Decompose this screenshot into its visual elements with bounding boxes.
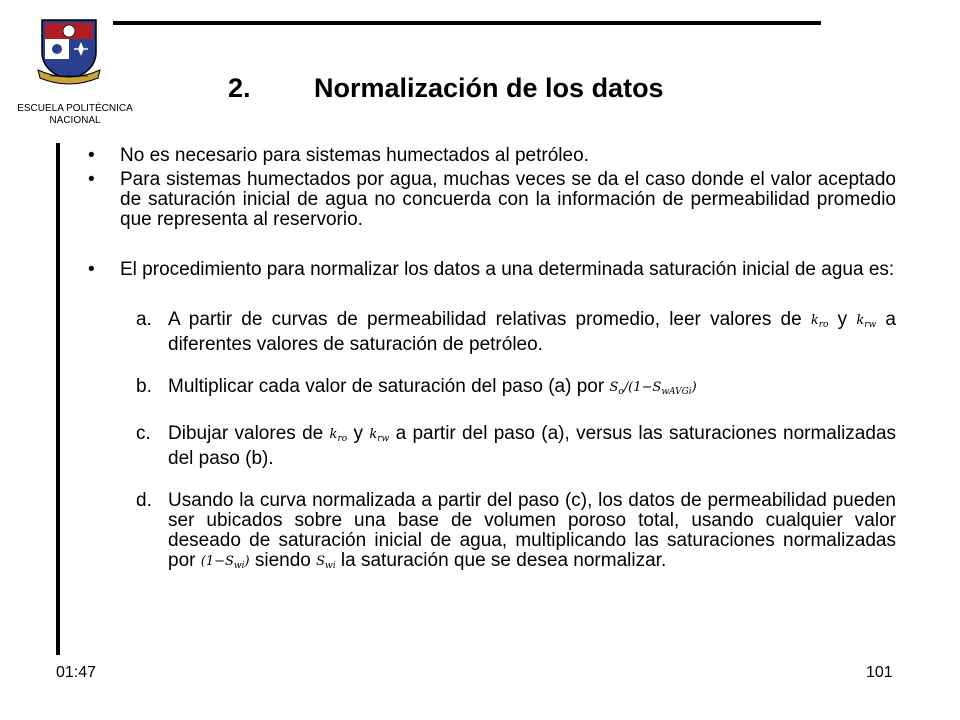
step-join: y [837, 309, 848, 330]
step-text: Multiplicar cada valor de saturación del paso (a) por [168, 376, 605, 397]
step-text: Usando la curva normalizada a partir del paso (c), los datos de permeabilidad pueden ser ubicados sobre una base de volumen poroso total, usando cualquier valor deseado de saturación inicial de agua, multiplicando las saturaciones normalizadas por [168, 490, 896, 571]
bullet-item [88, 170, 896, 230]
bullet-item [88, 146, 896, 166]
title-number: 2. [228, 73, 251, 103]
top-rule [113, 21, 821, 25]
bullet-text: Para sistemas humectados por agua, muchas veces se da el caso donde el valor aceptado de saturación inicial de agua no concuerda con la información de permeabilidad promedio que representa al reservorio. [120, 169, 896, 230]
page-title [228, 73, 664, 104]
left-rule [56, 143, 60, 655]
step-a [88, 310, 896, 355]
k-rw-symbol: $k_{rw}$ [369, 427, 390, 444]
bullet-text: No es necesario para sistemas humectados al petróleo. [120, 145, 589, 166]
institution-line-2: NACIONAL [49, 115, 101, 126]
bullet-item [88, 260, 896, 280]
bullet-text: El procedimiento para normalizar los datos a una determinada saturación inicial de agua es: [120, 259, 895, 280]
step-text: la saturación que se desea normalizar. [340, 550, 667, 571]
institution-line-1: ESCUELA POLITÉCNICA [17, 103, 133, 114]
k-rw-symbol: $k_{rw}$ [856, 313, 877, 330]
k-ro-symbol: $k_{ro}$ [329, 427, 348, 444]
bullet-dot: • [88, 259, 95, 280]
step-label: d. [136, 490, 152, 511]
bullet-dot: • [88, 169, 95, 190]
step-label: c. [136, 423, 151, 444]
step-text: a partir del paso (a), versus las saturaciones normalizadas del paso (b). [168, 423, 897, 469]
title-text: Normalización de los datos [314, 73, 664, 103]
footer-time: 01:47 [56, 664, 97, 681]
k-ro-symbol: $k_{ro}$ [810, 313, 829, 330]
step-label: b. [136, 376, 152, 397]
one-minus-swi-formula: $(1-S_{wi})$ [200, 554, 250, 571]
bullet-dot: • [88, 145, 95, 166]
so-over-one-minus-swavgi-formula: $S_o/(1-S_{wAVGi})$ [609, 380, 697, 397]
step-join: y [353, 423, 363, 444]
slide-body [88, 146, 896, 576]
step-d [88, 491, 896, 576]
step-label: a. [136, 309, 152, 330]
page-number: 101 [866, 664, 893, 681]
swi-symbol: $S_{wi}$ [316, 554, 336, 571]
step-text: Dibujar valores de [168, 423, 324, 444]
epn-shield-logo [36, 14, 102, 88]
step-b [88, 377, 896, 402]
step-c [88, 424, 896, 469]
institution-name [0, 103, 150, 127]
step-join: siendo [254, 550, 311, 571]
step-text: a diferentes valores de saturación de petróleo. [168, 309, 896, 355]
step-text: A partir de curvas de permeabilidad relativas promedio, leer valores de [168, 309, 802, 330]
